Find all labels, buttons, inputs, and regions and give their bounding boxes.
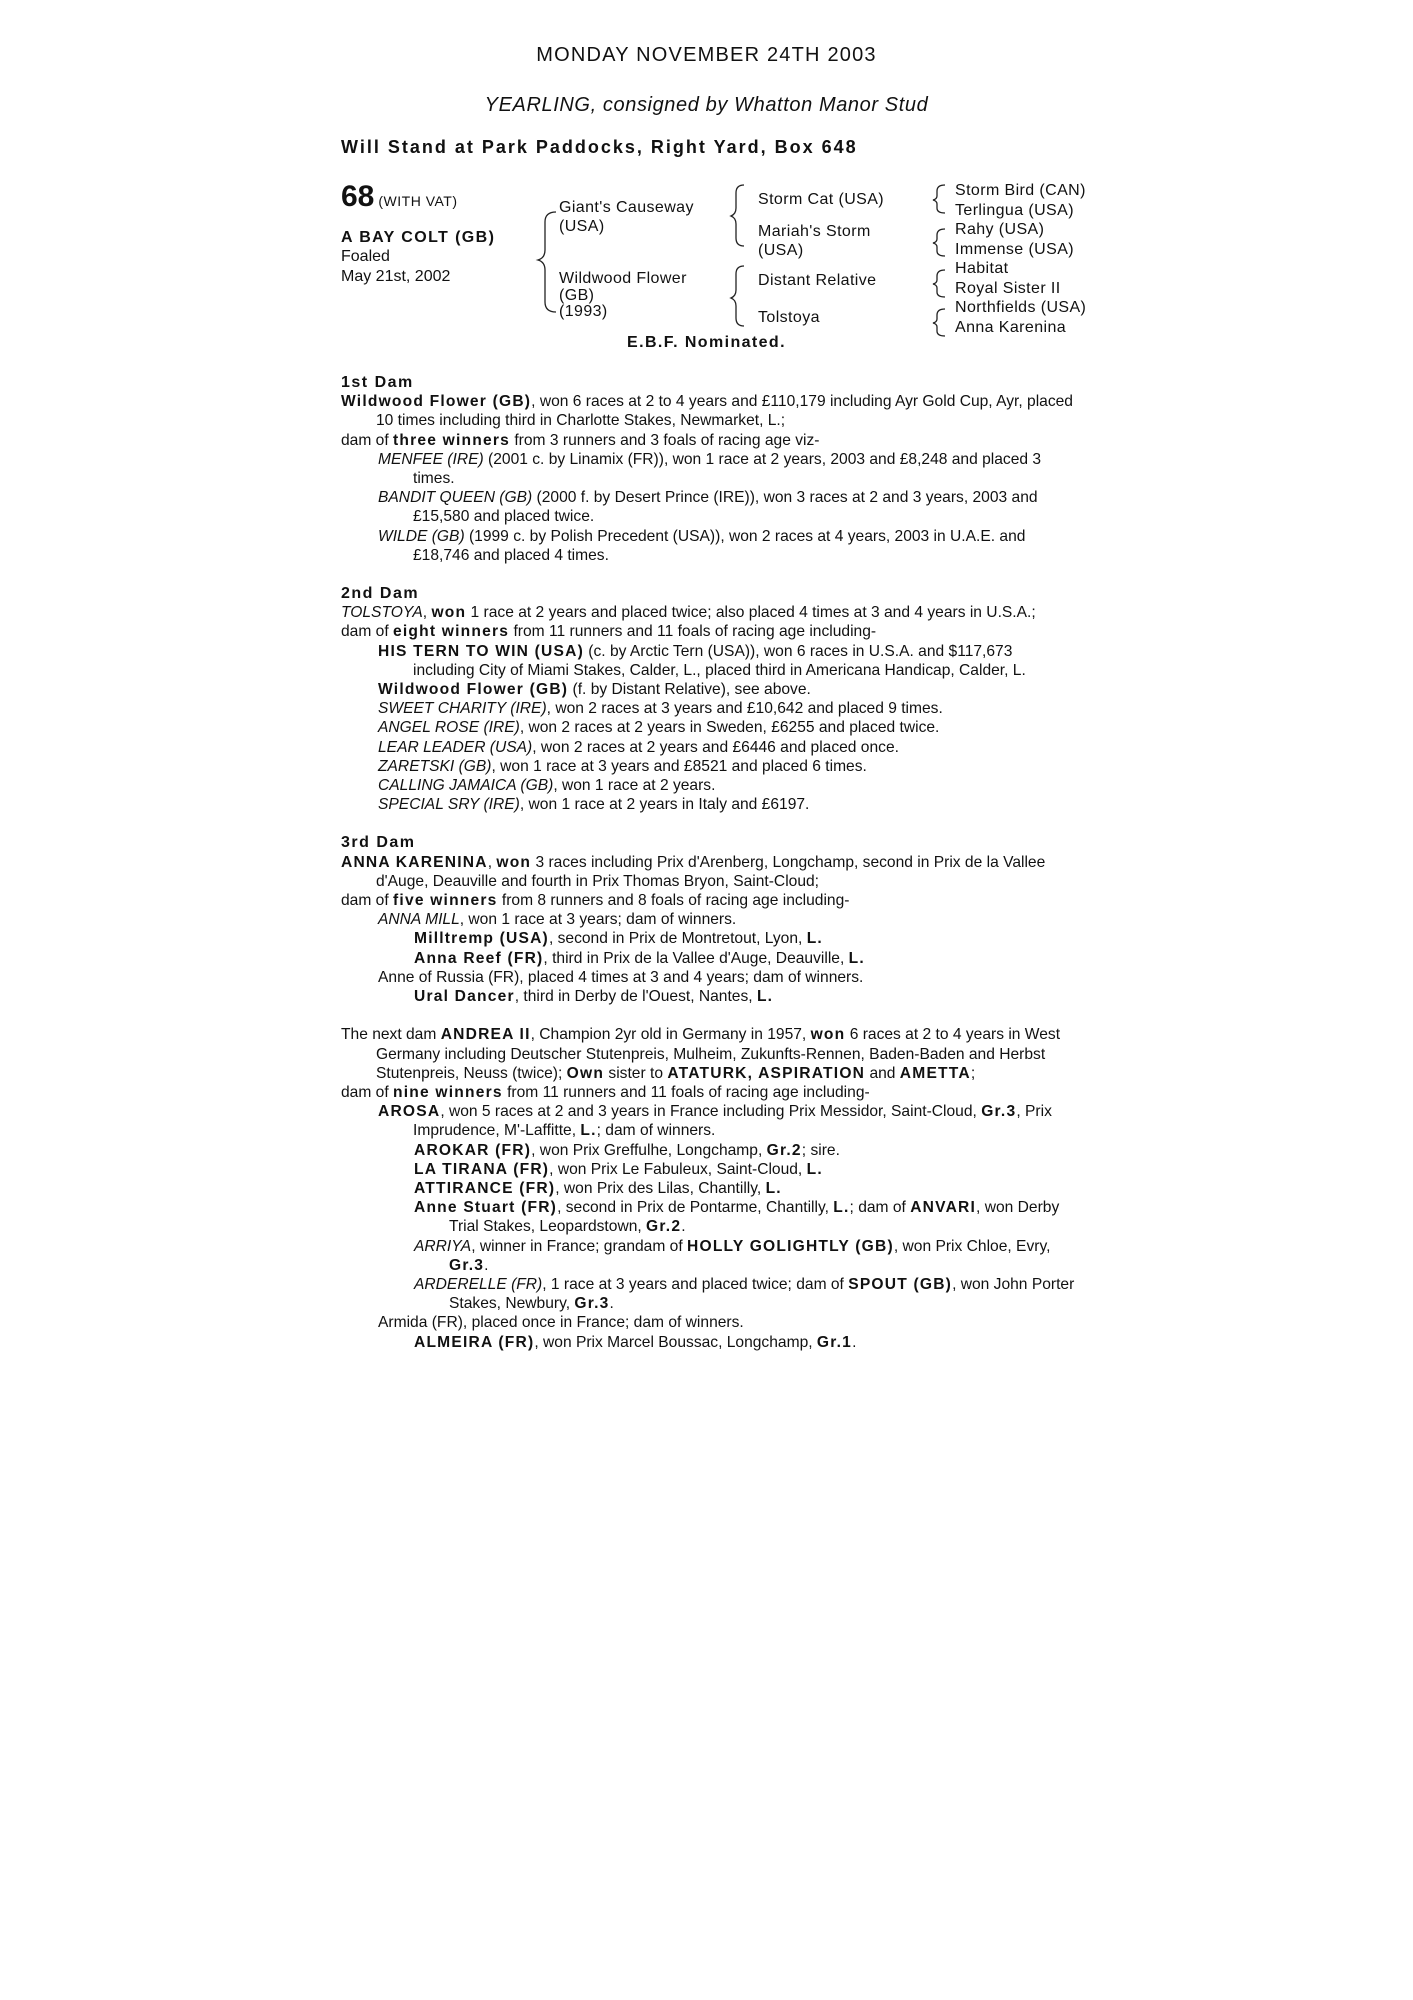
brace-distant-relative	[933, 270, 945, 297]
produce-item: CALLING JAMAICA (GB), won 1 race at 2 years.	[378, 777, 716, 795]
produce-item: Anne of Russia (FR), placed 4 times at 3 and 4 years; dam of winners.	[378, 968, 864, 986]
ancestor: Rahy (USA)	[955, 221, 1045, 238]
brace-tolstoya	[933, 309, 945, 336]
produce-item: AROKAR (FR), won Prix Greffulhe, Longchamp, Gr.2; sire.	[414, 1141, 840, 1159]
second-dam-heading: 2nd Dam	[341, 585, 420, 603]
stable-location: Will Stand at Park Paddocks, Right Yard, Box 648	[341, 137, 858, 157]
ancestor: Anna Karenina	[955, 318, 1067, 336]
produce-item: SWEET CHARITY (IRE), won 2 races at 3 years and £10,642 and placed 9 times.	[378, 700, 943, 718]
next-dam-paragraph: The next dam ANDREA II, Champion 2yr old in Germany in 1957, won 6 races at 2 to 4 years in West Germany including Deutscher Stutenpreis, Mulheim, Zukunfts-Rennen, Baden-Baden and Herbst Stutenpreis, Neuss (twice); Own sister to ATATURK, ASPIRATION and AMETTA;	[341, 1026, 1061, 1082]
ancestor: Terlingua (USA)	[955, 201, 1074, 219]
ancestor: Immense (USA)	[955, 240, 1074, 258]
ancestor: Habitat	[955, 260, 1009, 277]
produce-item: Ural Dancer, third in Derby de l'Ouest, Nantes, L.	[414, 988, 774, 1006]
third-dam-heading: 3rd Dam	[341, 834, 416, 852]
second-dam-produce-summary: dam of eight winners from 11 runners and 11 foals of racing age including-	[341, 623, 877, 641]
first-dam-heading: 1st Dam	[341, 374, 414, 391]
pedigree-braces	[0, 0, 1413, 340]
produce-item: LEAR LEADER (USA), won 2 races at 2 years and £6446 and placed once.	[378, 738, 899, 756]
produce-item: ZARETSKI (GB), won 1 race at 3 years and £8521 and placed 6 times.	[378, 757, 867, 775]
produce-item: ALMEIRA (FR), won Prix Marcel Boussac, Longchamp, Gr.1.	[414, 1333, 857, 1351]
dam-sire: Distant Relative	[758, 272, 877, 289]
dam-history	[341, 373, 1076, 1352]
ancestor: Storm Bird (CAN)	[955, 182, 1086, 199]
foaled-date: May 21st, 2002	[341, 268, 451, 285]
ancestor: Royal Sister II	[955, 279, 1061, 297]
third-dam-produce-summary: dam of five winners from 8 runners and 8 foals of racing age including-	[341, 892, 850, 910]
sire-name: Giant's Causeway (USA)	[559, 199, 694, 235]
produce-item: Armida (FR), placed once in France; dam of winners.	[378, 1314, 744, 1332]
produce-item: LA TIRANA (FR), won Prix Le Fabuleux, Saint-Cloud, L.	[414, 1160, 823, 1178]
consignor-line: YEARLING, consigned by Whatton Manor Stud	[484, 94, 929, 116]
produce-item: Milltremp (USA), second in Prix de Montretout, Lyon, L.	[414, 930, 823, 948]
dam-name: Wildwood Flower (GB) (1993)	[559, 270, 687, 320]
third-dam-paragraph: ANNA KARENINA, won 3 races including Prix d'Arenberg, Longchamp, second in Prix de la Vallee d'Auge, Deauville and fourth in Prix Thomas Bryon, Saint-Cloud;	[341, 853, 1046, 890]
first-dam-paragraph: Wildwood Flower (GB), won 6 races at 2 to 4 years and £110,179 including Ayr Gold Cup, Ayr, placed 10 times including third in Charlotte Stakes, Newmarket, L.;	[341, 393, 1073, 430]
sire-dam: Mariah's Storm (USA)	[758, 223, 871, 259]
second-dam-paragraph: TOLSTOYA, won 1 race at 2 years and placed twice; also placed 4 times at 3 and 4 years in U.S.A.;	[341, 604, 1036, 622]
sire-brace	[731, 185, 744, 246]
foaled-label: Foaled	[341, 248, 390, 265]
vat-note: (WITH VAT)	[378, 193, 458, 209]
brace-mariahs-storm	[933, 229, 945, 256]
produce-item: WILDE (GB) (1999 c. by Polish Precedent (USA)), won 2 races at 4 years, 2003 in U.A.E. and £18,746 and placed 4 times.	[378, 527, 1026, 564]
third-generation	[955, 181, 1086, 337]
horse-description: A BAY COLT (GB)	[341, 229, 496, 246]
produce-item: HIS TERN TO WIN (USA) (c. by Arctic Tern (USA)), won 6 races in U.S.A. and $117,673 including City of Miami Stakes, Calder, L., placed third in Americana Handicap, Calder, L.	[378, 642, 1026, 679]
ancestor: Northfields (USA)	[955, 299, 1087, 316]
produce-item: AROSA, won 5 races at 2 and 3 years in France including Prix Messidor, Saint-Cloud, Gr.3, Prix Imprudence, M'-Laffitte, L.; dam of winners.	[378, 1103, 1052, 1140]
produce-item: MENFEE (IRE) (2001 c. by Linamix (FR)), won 1 race at 2 years, 2003 and £8,248 and placed 3 times.	[378, 450, 1042, 488]
sire-sire: Storm Cat (USA)	[758, 191, 885, 208]
sale-date: MONDAY NOVEMBER 24TH 2003	[536, 44, 877, 66]
produce-item: ARRIYA, winner in France; grandam of HOLLY GOLIGHTLY (GB), won Prix Chloe, Evry, Gr.3.	[414, 1237, 1051, 1274]
next-dam-produce-summary: dam of nine winners from 11 runners and 11 foals of racing age including-	[341, 1083, 870, 1101]
dam-brace	[731, 266, 744, 326]
produce-item: Anna Reef (FR), third in Prix de la Vallee d'Auge, Deauville, L.	[414, 949, 865, 967]
produce-item: ATTIRANCE (FR), won Prix des Lilas, Chantilly, L.	[414, 1179, 782, 1197]
lot-number: 68	[341, 180, 375, 213]
ebf-note: E.B.F. Nominated.	[627, 334, 786, 351]
brace-storm-cat	[933, 185, 945, 213]
first-dam-produce-summary: dam of three winners from 3 runners and 3 foals of racing age viz-	[341, 431, 820, 449]
dam-dam: Tolstoya	[758, 309, 820, 326]
produce-item: Anne Stuart (FR), second in Prix de Pontarme, Chantilly, L.; dam of ANVARI, won Derby Trial Stakes, Leopardstown, Gr.2.	[414, 1199, 1060, 1236]
produce-item: SPECIAL SRY (IRE), won 1 race at 2 years in Italy and £6197.	[378, 796, 810, 814]
produce-item: ANNA MILL, won 1 race at 3 years; dam of winners.	[378, 911, 737, 929]
main-brace	[538, 212, 556, 312]
produce-item: Wildwood Flower (GB) (f. by Distant Relative), see above.	[378, 681, 811, 699]
produce-item: BANDIT QUEEN (GB) (2000 f. by Desert Prince (IRE)), won 3 races at 2 and 3 years, 2003 and £15,580 and placed twice.	[378, 489, 1038, 526]
produce-item: ARDERELLE (FR), 1 race at 3 years and placed twice; dam of SPOUT (GB), won John Porter Stakes, Newbury, Gr.3.	[414, 1275, 1075, 1313]
produce-item: ANGEL ROSE (IRE), won 2 races at 2 years in Sweden, £6255 and placed twice.	[378, 719, 940, 737]
